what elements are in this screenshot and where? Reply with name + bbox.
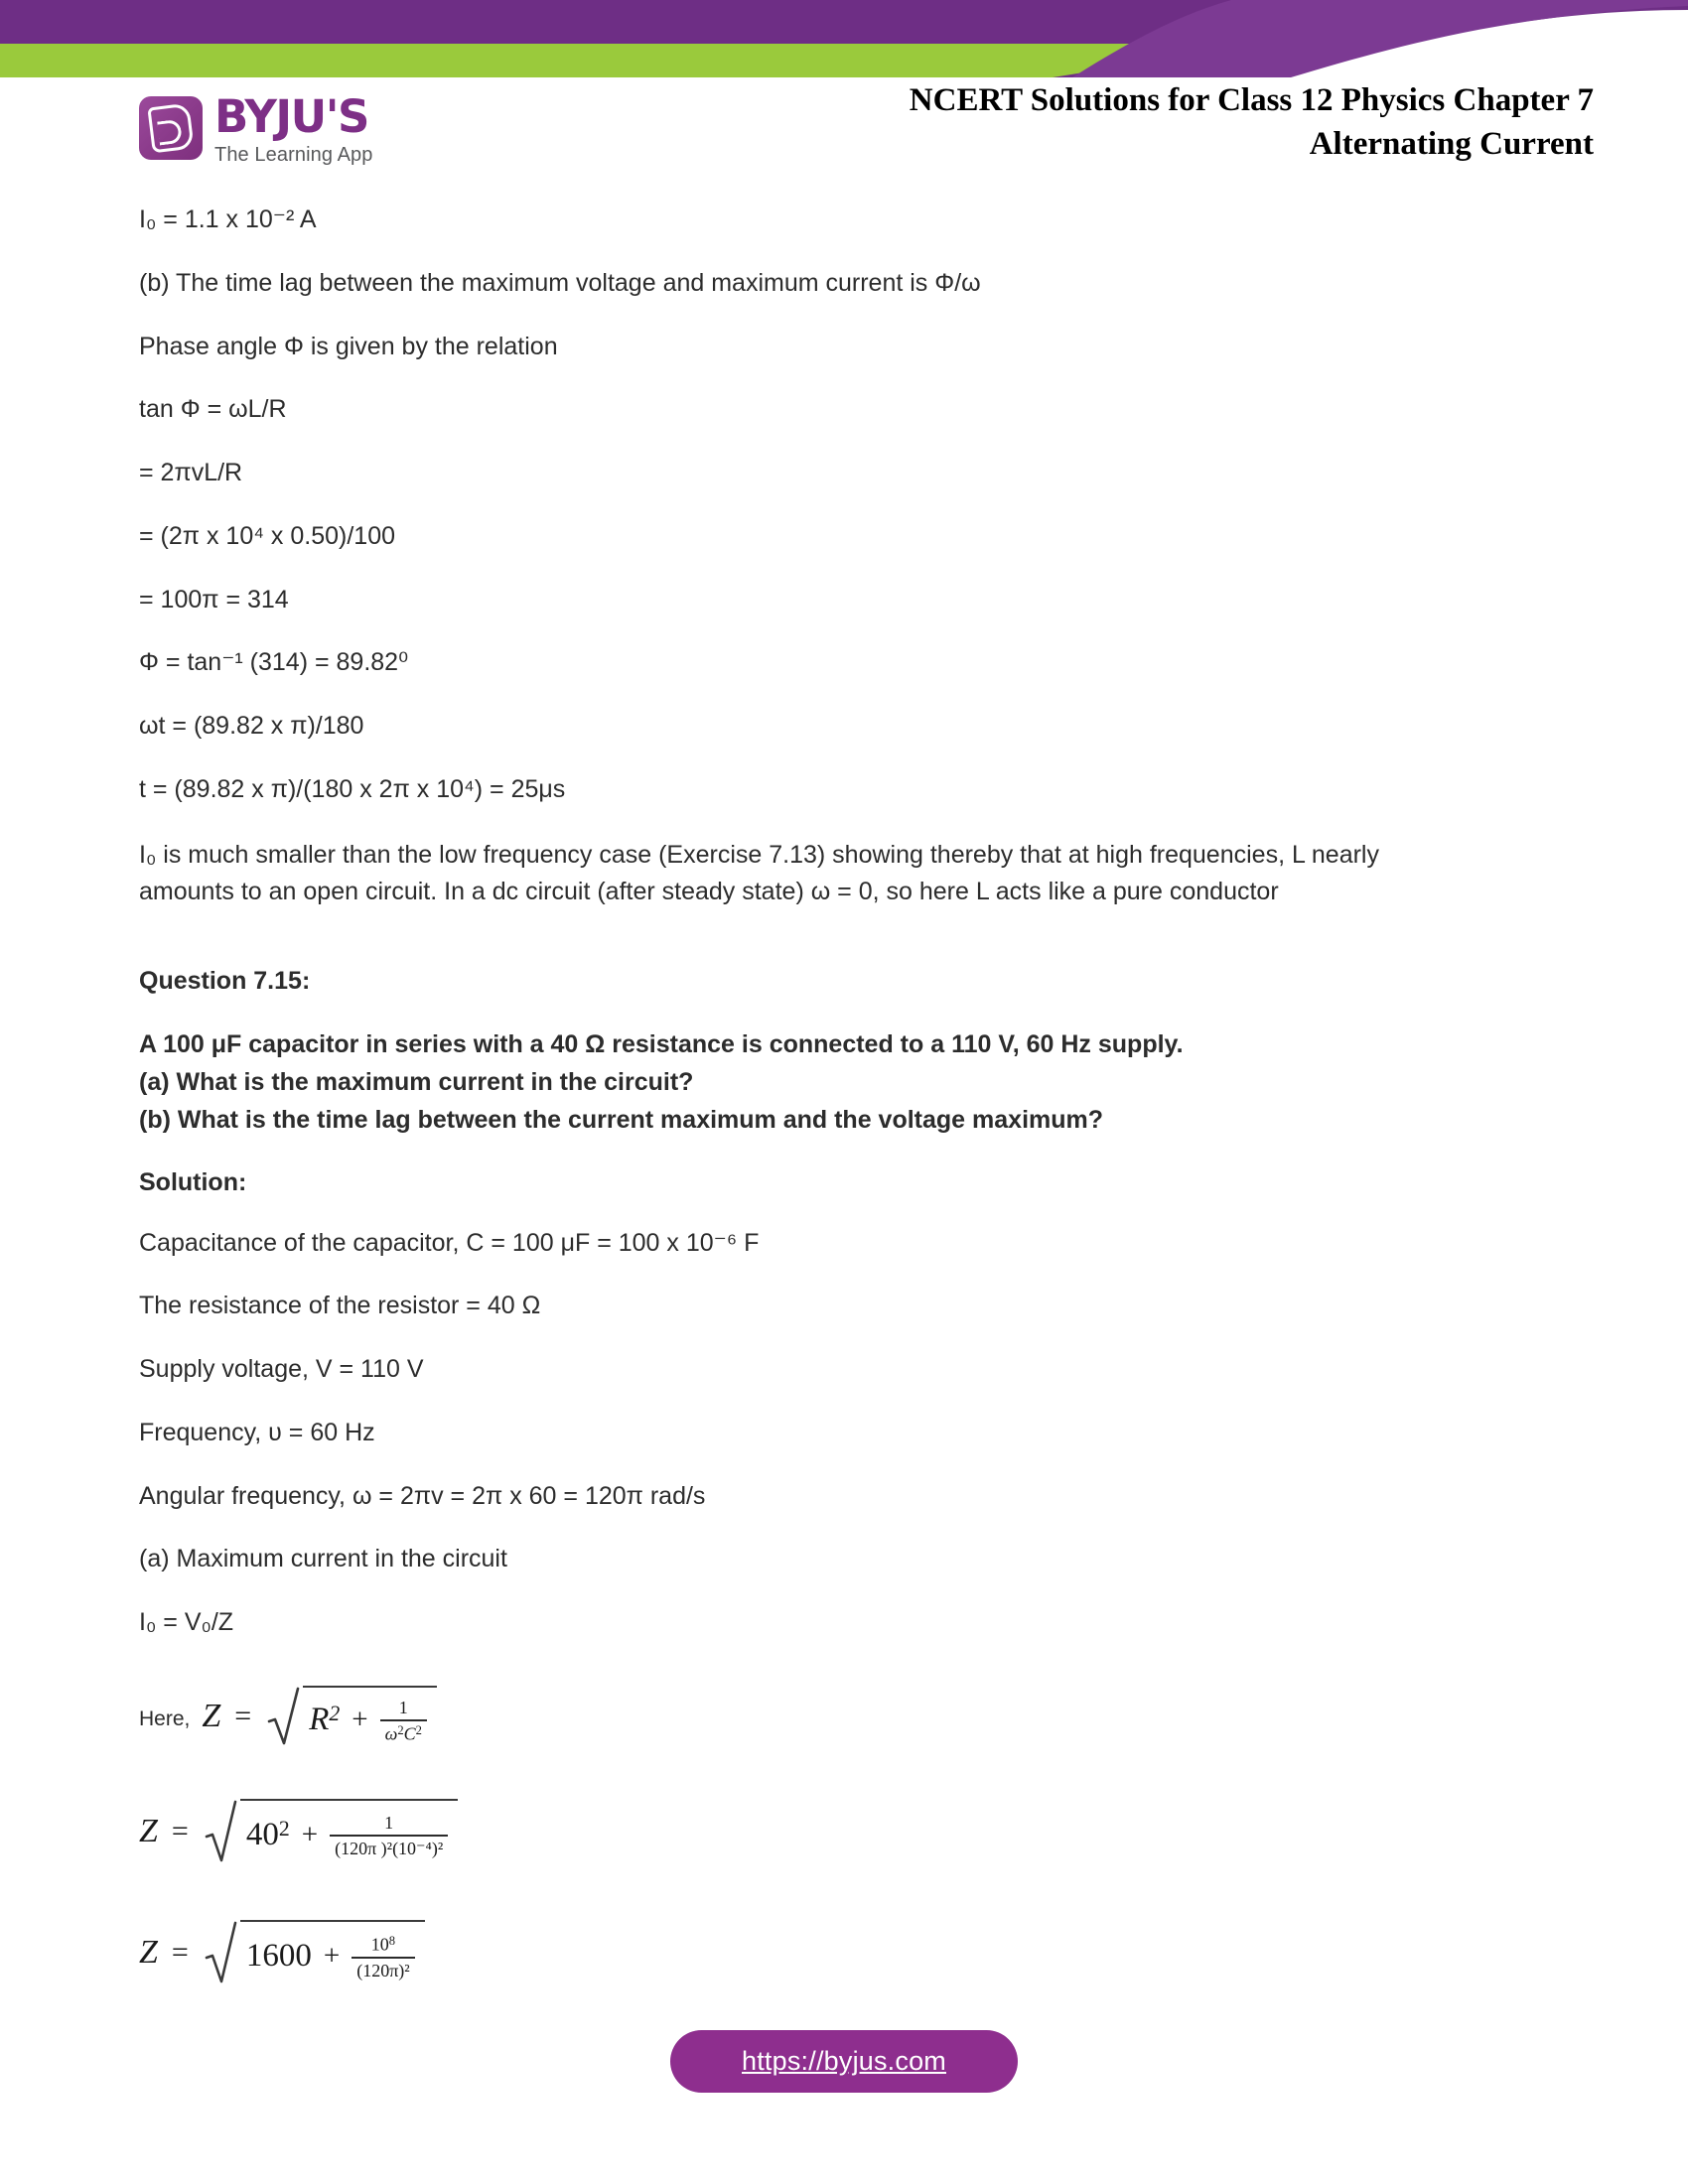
line-i0-equals-v0-over-z: I₀ = V₀/Z [139,1608,234,1636]
square-root-icon [267,1686,301,1747]
question-heading: Question 7.15: [139,966,311,995]
document-title-line-2: Alternating Current [1309,125,1594,162]
equation-1-plus: + [352,1703,368,1735]
equation-1-denominator: $\omega^2C^2$ [380,1719,427,1744]
equation-1-equals: = [234,1699,252,1732]
equation-3-denominator: (120π)² [352,1957,414,1980]
paragraph-frequency-note: I₀ is much smaller than the low frequency case (Exercise 7.13) showing thereby that at high frequencies, L nearly amounts to an open circuit. In a dc circuit (after steady state) ω = 0, so here L acts like a pure conductor [139,840,1379,905]
byjus-logo [139,90,373,166]
line-2pi-v-l-over-r: = 2πvL/R [139,459,243,486]
equation-1-lhs: Z [202,1697,221,1734]
equation-2-denominator: (120π )²(10⁻⁴)² [330,1835,448,1858]
equation-2-lhs: Z [139,1812,158,1849]
line-resistance: The resistance of the resistor = 40 Ω [139,1292,541,1320]
header-decoration [0,0,1688,79]
document-title [640,79,1594,166]
equation-1-prefix: Here, [139,1706,191,1730]
equation-2-term-40: $40^2$ [245,1816,290,1852]
equation-impedance-simplified [139,1920,1529,1985]
question-part-b: (b) What is the time lag between the current maximum and the voltage maximum? [139,1105,1104,1134]
equation-2-plus: + [301,1818,319,1850]
footer-url-button[interactable]: https://byjus.com [670,2030,1018,2093]
line-capacitance: Capacitance of the capacitor, C = 100 μF = 100 x 10⁻⁶ F [139,1228,760,1257]
equation-impedance-substituted [139,1799,1529,1864]
line-time-result: t = (89.82 x π)/(180 x 2π x 10⁴) = 25μs [139,774,566,803]
equation-2-radicand [240,1799,458,1864]
equation-2-equals: = [171,1814,189,1847]
question-statement-block [139,1025,1529,1139]
question-part-a: (a) What is the maximum current in the circuit? [139,1067,694,1096]
equation-1-fraction [380,1698,427,1744]
equation-3-radicand [240,1920,425,1985]
line-tan-phi: tan Φ = ωL/R [139,395,287,424]
equation-1-term-r-exponent: 2 [329,1701,341,1725]
logo-text-block [214,90,373,166]
equation-1-radicand [303,1686,437,1747]
equation-3-numerator: $10^8$ [370,1933,396,1955]
square-root-icon [205,1799,238,1864]
equation-3-equals: = [171,1935,189,1969]
line-omega-t: ωt = (89.82 x π)/180 [139,712,364,740]
document-title-line-1: NCERT Solutions for Class 12 Physics Chapter 7 [909,82,1594,118]
equation-3-fraction [352,1934,414,1980]
line-phase-angle-relation: Phase angle Φ is given by the relation [139,332,558,360]
equation-1-numerator: 1 [398,1697,408,1717]
byjus-logo-mark-icon [139,96,203,160]
line-frequency: Frequency, υ = 60 Hz [139,1418,375,1446]
logo-brand-name: BYJU'S [214,90,368,143]
logo-tagline: The Learning App [214,144,373,166]
question-statement: A 100 μF capacitor in series with a 40 Ω resistance is connected to a 110 V, 60 Hz supply. [139,1029,1184,1058]
line-part-a-max-current: (a) Maximum current in the circuit [139,1545,507,1573]
equation-2-term-exponent: 2 [278,1816,290,1841]
equation-3-plus: + [323,1939,341,1972]
equation-3-lhs: Z [139,1933,158,1971]
line-phi-arctan: Φ = tan⁻¹ (314) = 89.82⁰ [139,648,409,677]
solution-heading: Solution: [139,1167,247,1196]
equation-3-term-1600: 1600 [245,1937,312,1974]
equation-2-fraction [330,1813,448,1858]
document-content [139,204,1529,1985]
line-angular-frequency: Angular frequency, ω = 2πv = 2π x 60 = 120π rad/s [139,1481,706,1510]
logo-b-glyph-icon [147,103,194,154]
equation-2-radical [205,1799,458,1864]
equation-impedance-general [139,1686,1529,1747]
line-i0-value: I₀ = 1.1 x 10⁻² A [139,205,317,233]
equation-1-radical [267,1686,437,1747]
equation-2-numerator: 1 [384,1813,394,1834]
line-substituted-values: = (2π x 10⁴ x 0.50)/100 [139,521,395,550]
square-root-icon [205,1920,238,1985]
line-part-b-timelag: (b) The time lag between the maximum voltage and maximum current is Φ/ω [139,268,981,297]
line-supply-voltage: Supply voltage, V = 110 V [139,1355,424,1383]
equation-1-term-r: $R^2$ [309,1701,341,1737]
line-100pi-equals-314: = 100π = 314 [139,585,289,614]
equation-3-radical [205,1920,425,1985]
